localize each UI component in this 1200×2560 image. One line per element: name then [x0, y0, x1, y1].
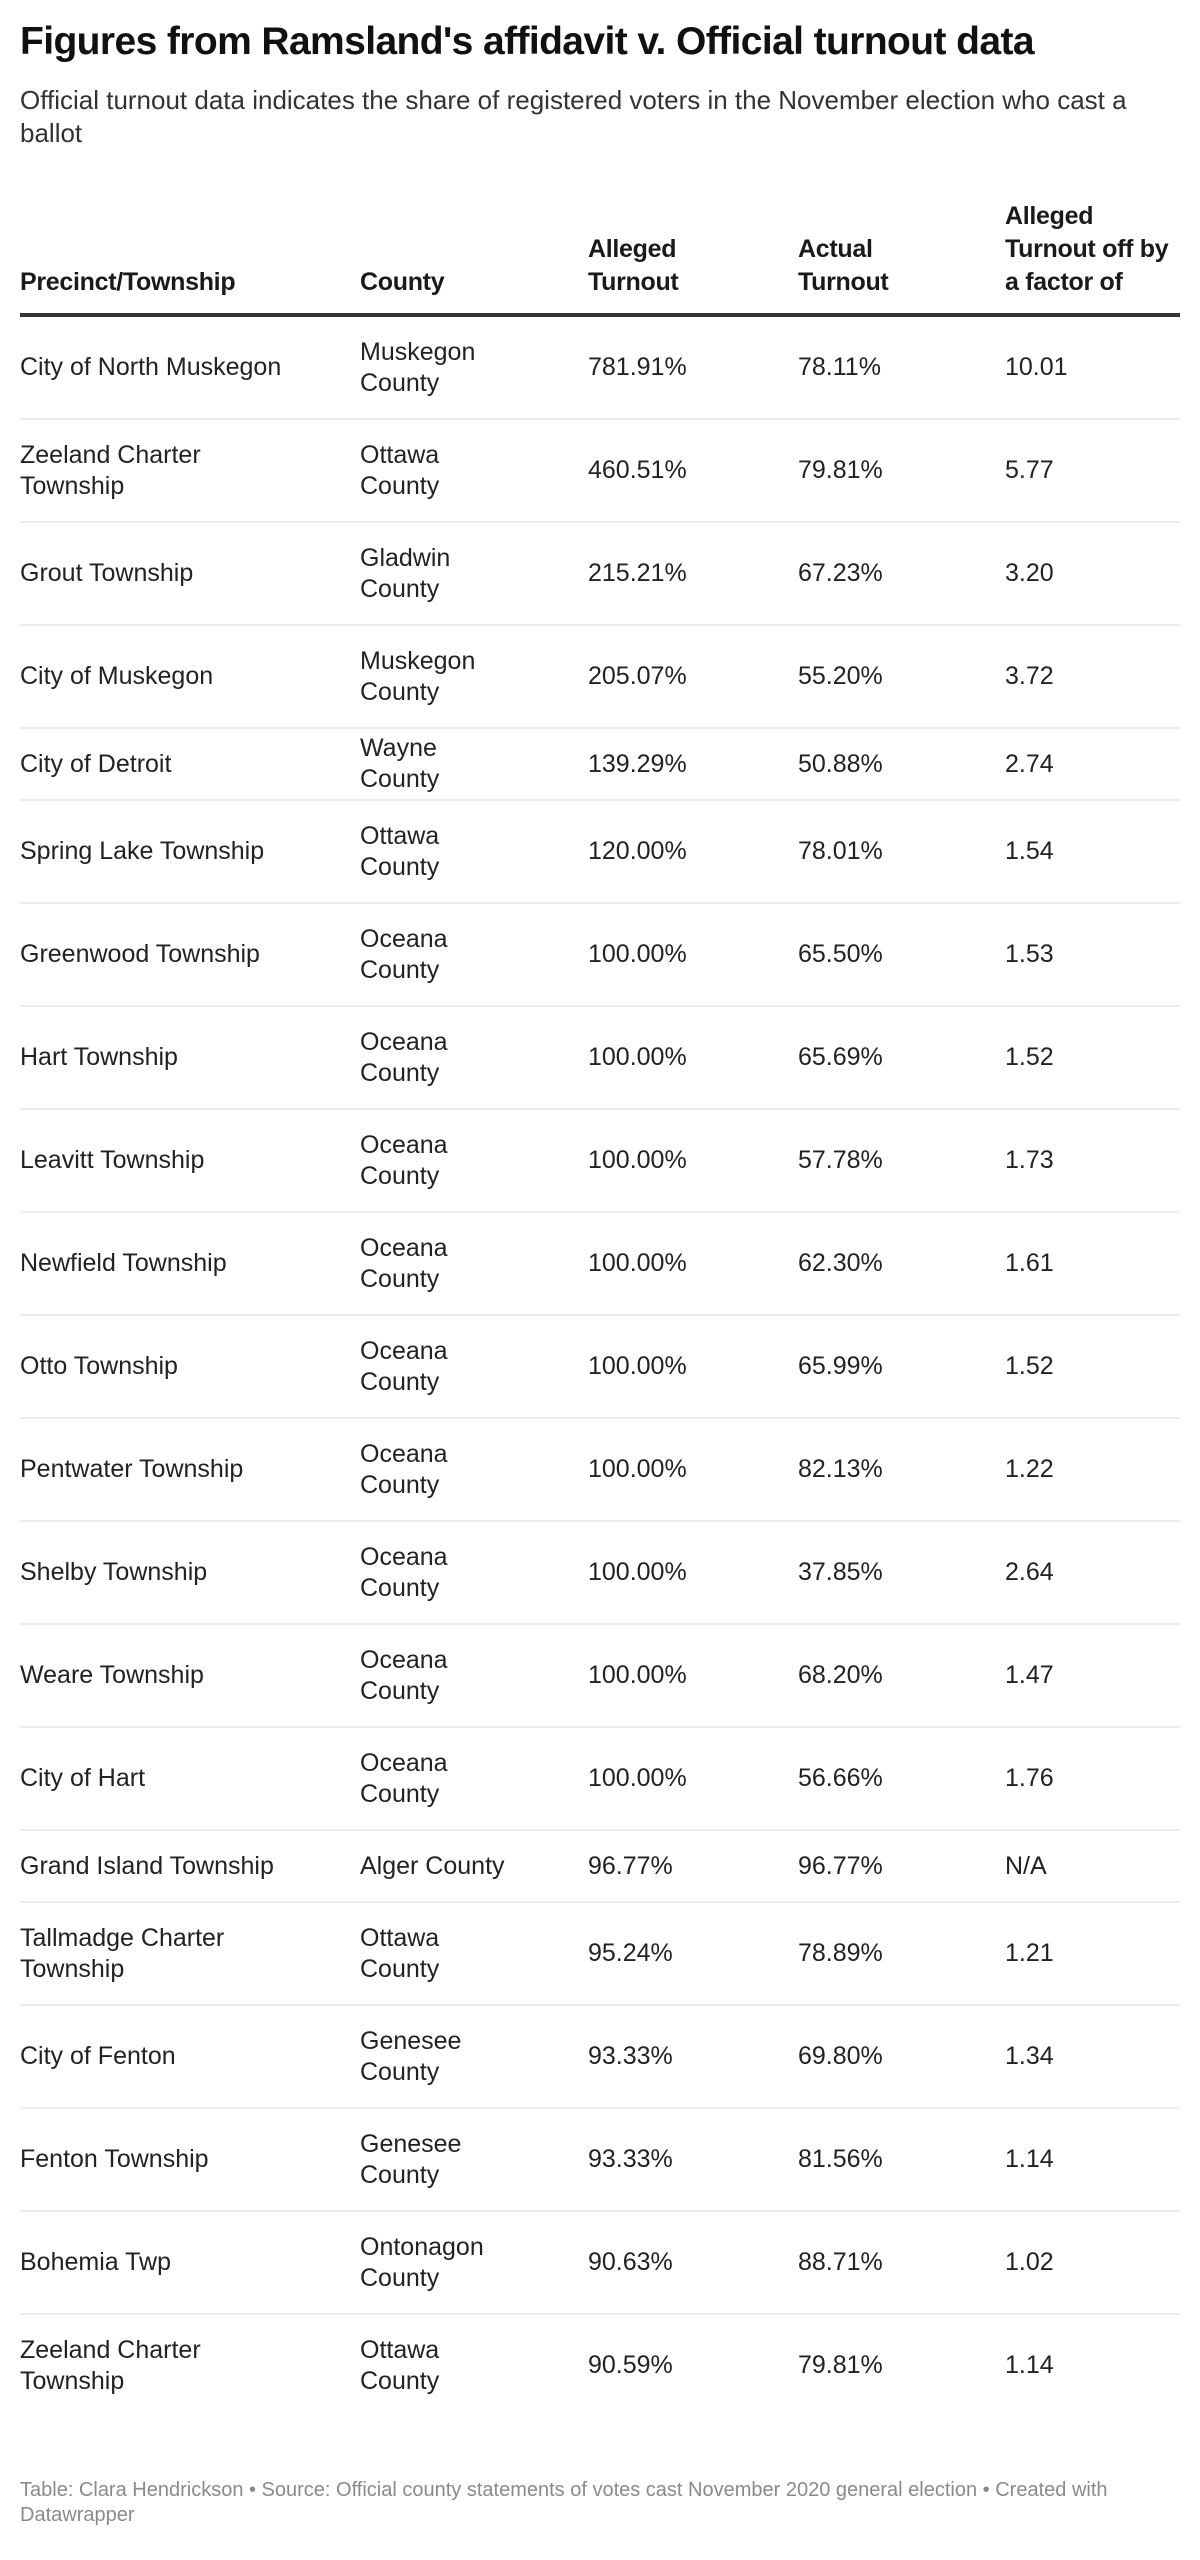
- table-row: [20, 1624, 1180, 1727]
- column-header-actual-turnout[interactable]: Actual Turnout: [798, 200, 1005, 315]
- cell-actual-turnout: 78.01%: [798, 800, 1005, 903]
- cell-precinct: Zeeland Charter Township: [20, 419, 360, 522]
- cell-alleged-turnout: 100.00%: [588, 1418, 798, 1521]
- cell-factor: 2.74: [1005, 728, 1180, 800]
- cell-actual-turnout: 79.81%: [798, 2351, 883, 2379]
- table-header: [20, 200, 1180, 315]
- cell-county: Oceana County: [360, 1315, 588, 1418]
- cell-factor: 1.14: [1005, 2351, 1054, 2379]
- cell-precinct: City of Detroit: [20, 728, 360, 800]
- cell-precinct: Hart Township: [20, 1006, 360, 1109]
- cell-county: Oceana County: [360, 1521, 588, 1624]
- cell-alleged-turnout: 90.59%: [588, 2351, 673, 2379]
- table-row: [20, 522, 1180, 625]
- cell-precinct: Otto Township: [20, 1315, 360, 1418]
- cell-county: Oceana County: [360, 1109, 588, 1212]
- cell-alleged-turnout: 100.00%: [588, 1006, 798, 1109]
- cell-factor: 3.72: [1005, 625, 1180, 728]
- cell-actual-turnout: 79.81%: [798, 419, 1005, 522]
- cell-precinct: Grout Township: [20, 522, 360, 625]
- cell-actual-turnout: 82.13%: [798, 1418, 1005, 1521]
- cell-alleged-turnout: 93.33%: [588, 2005, 798, 2108]
- page-title: Figures from Ramsland's affidavit v. Official turnout data: [20, 20, 1034, 63]
- cell-actual-turnout: 78.11%: [798, 315, 1005, 419]
- cell-alleged-turnout: 96.77%: [588, 1830, 798, 1902]
- cell-alleged-turnout: 90.63%: [588, 2211, 798, 2314]
- cell-actual-turnout: 56.66%: [798, 1727, 1005, 1830]
- cell-precinct: City of North Muskegon: [20, 315, 360, 419]
- table-row: [20, 1212, 1180, 1315]
- cell-county: Ottawa County: [360, 1902, 588, 2005]
- cell-alleged-turnout: 100.00%: [588, 1315, 798, 1418]
- cell-factor: 5.77: [1005, 419, 1180, 522]
- table-row: [20, 903, 1180, 1006]
- table-row: [20, 315, 1180, 419]
- cell-factor: 1.02: [1005, 2211, 1180, 2314]
- cell-precinct: Spring Lake Township: [20, 800, 360, 903]
- cell-precinct: City of Fenton: [20, 2005, 360, 2108]
- cell-precinct: Shelby Township: [20, 1521, 360, 1624]
- cell-actual-turnout: 50.88%: [798, 728, 1005, 800]
- table-row: [20, 2314, 1180, 2416]
- table-row: [20, 1830, 1180, 1902]
- page-subtitle: Official turnout data indicates the share of registered voters in the November election who cast a ballot: [20, 85, 1127, 148]
- cell-county: Oceana County: [360, 1727, 588, 1830]
- cell-county: Oceana County: [360, 903, 588, 1006]
- cell-alleged-turnout: 139.29%: [588, 728, 798, 800]
- cell-precinct: Fenton Township: [20, 2108, 360, 2211]
- cell-actual-turnout: 65.69%: [798, 1006, 1005, 1109]
- table-row: [20, 1902, 1180, 2005]
- cell-alleged-turnout: 205.07%: [588, 625, 798, 728]
- cell-factor: 1.54: [1005, 800, 1180, 903]
- column-header-factor[interactable]: Alleged Turnout off by a factor of: [1005, 200, 1180, 315]
- cell-factor: 3.20: [1005, 522, 1180, 625]
- cell-alleged-turnout: 120.00%: [588, 800, 798, 903]
- cell-precinct: Tallmadge Charter Township: [20, 1902, 360, 2005]
- cell-actual-turnout: 68.20%: [798, 1624, 1005, 1727]
- table-row: [20, 1418, 1180, 1521]
- cell-factor: 1.52: [1005, 1315, 1180, 1418]
- cell-alleged-turnout: 460.51%: [588, 419, 798, 522]
- cell-factor: 1.73: [1005, 1109, 1180, 1212]
- cell-county: Gladwin County: [360, 522, 588, 625]
- cell-precinct: City of Hart: [20, 1727, 360, 1830]
- table-row: [20, 1109, 1180, 1212]
- turnout-table: [20, 200, 1180, 2416]
- cell-actual-turnout: 96.77%: [798, 1830, 1005, 1902]
- table-row: [20, 728, 1180, 800]
- cell-precinct: Leavitt Township: [20, 1109, 360, 1212]
- cell-county: Ottawa County: [360, 800, 588, 903]
- cell-factor: 1.52: [1005, 1006, 1180, 1109]
- cell-factor: 1.61: [1005, 1212, 1180, 1315]
- cell-county: Ottawa County: [360, 2335, 440, 2395]
- cell-county: Oceana County: [360, 1418, 588, 1521]
- cell-county: Oceana County: [360, 1624, 588, 1727]
- cell-actual-turnout: 57.78%: [798, 1109, 1005, 1212]
- footer-credits: Table: Clara Hendrickson • Source: Official county statements of votes cast November 2020 general election • Created with Datawrapper: [20, 2479, 1108, 2526]
- cell-precinct: Pentwater Township: [20, 1418, 360, 1521]
- table-row: [20, 800, 1180, 903]
- cell-actual-turnout: 37.85%: [798, 1521, 1005, 1624]
- cell-factor: 2.64: [1005, 1521, 1180, 1624]
- cell-actual-turnout: 55.20%: [798, 625, 1005, 728]
- cell-precinct: Zeeland Charter Township: [20, 2335, 201, 2395]
- table-body: [20, 315, 1180, 2416]
- cell-alleged-turnout: 100.00%: [588, 1624, 798, 1727]
- table-row: [20, 625, 1180, 728]
- cell-precinct: Newfield Township: [20, 1212, 360, 1315]
- cell-alleged-turnout: 93.33%: [588, 2108, 798, 2211]
- cell-alleged-turnout: 100.00%: [588, 1212, 798, 1315]
- cell-alleged-turnout: 781.91%: [588, 315, 798, 419]
- cell-alleged-turnout: 215.21%: [588, 522, 798, 625]
- cell-actual-turnout: 88.71%: [798, 2211, 1005, 2314]
- table-row: [20, 2108, 1180, 2211]
- cell-county: Muskegon County: [360, 625, 588, 728]
- cell-county: Genesee County: [360, 2108, 588, 2211]
- cell-precinct: Greenwood Township: [20, 903, 360, 1006]
- column-header-county[interactable]: County: [360, 200, 588, 315]
- cell-precinct: City of Muskegon: [20, 625, 360, 728]
- cell-factor: N/A: [1005, 1830, 1180, 1902]
- cell-county: Muskegon County: [360, 315, 588, 419]
- cell-actual-turnout: 81.56%: [798, 2108, 1005, 2211]
- table-row: [20, 1727, 1180, 1830]
- table-row: [20, 1521, 1180, 1624]
- column-header-precinct[interactable]: Precinct/Township: [20, 200, 360, 315]
- cell-factor: 1.53: [1005, 903, 1180, 1006]
- cell-actual-turnout: 78.89%: [798, 1902, 1005, 2005]
- cell-factor: 10.01: [1005, 315, 1180, 419]
- cell-county: Ottawa County: [360, 419, 588, 522]
- cell-actual-turnout: 65.99%: [798, 1315, 1005, 1418]
- header-row: [20, 200, 1180, 315]
- table-row: [20, 1006, 1180, 1109]
- cell-county: Oceana County: [360, 1212, 588, 1315]
- cell-factor: 1.22: [1005, 1418, 1180, 1521]
- cell-actual-turnout: 69.80%: [798, 2005, 1005, 2108]
- cell-county: Genesee County: [360, 2005, 588, 2108]
- cell-factor: 1.21: [1005, 1902, 1180, 2005]
- cell-alleged-turnout: 100.00%: [588, 1727, 798, 1830]
- cell-factor: 1.76: [1005, 1727, 1180, 1830]
- column-header-alleged-turnout[interactable]: Alleged Turnout: [588, 200, 798, 315]
- cell-actual-turnout: 62.30%: [798, 1212, 1005, 1315]
- table-row: [20, 2211, 1180, 2314]
- cell-precinct: Grand Island Township: [20, 1830, 360, 1902]
- table-row: [20, 419, 1180, 522]
- cell-alleged-turnout: 100.00%: [588, 1109, 798, 1212]
- table-row: [20, 1315, 1180, 1418]
- table-row: [20, 2005, 1180, 2108]
- cell-actual-turnout: 67.23%: [798, 522, 1005, 625]
- cell-alleged-turnout: 100.00%: [588, 1521, 798, 1624]
- cell-precinct: Weare Township: [20, 1624, 360, 1727]
- cell-county: Alger County: [360, 1830, 588, 1902]
- cell-alleged-turnout: 100.00%: [588, 903, 798, 1006]
- cell-factor: 1.47: [1005, 1624, 1180, 1727]
- cell-alleged-turnout: 95.24%: [588, 1902, 798, 2005]
- cell-county: Wayne County: [360, 728, 588, 800]
- cell-actual-turnout: 65.50%: [798, 903, 1005, 1006]
- cell-precinct: Bohemia Twp: [20, 2211, 360, 2314]
- cell-factor: 1.34: [1005, 2005, 1180, 2108]
- cell-county: Ontonagon County: [360, 2211, 588, 2314]
- cell-county: Oceana County: [360, 1006, 588, 1109]
- cell-factor: 1.14: [1005, 2108, 1180, 2211]
